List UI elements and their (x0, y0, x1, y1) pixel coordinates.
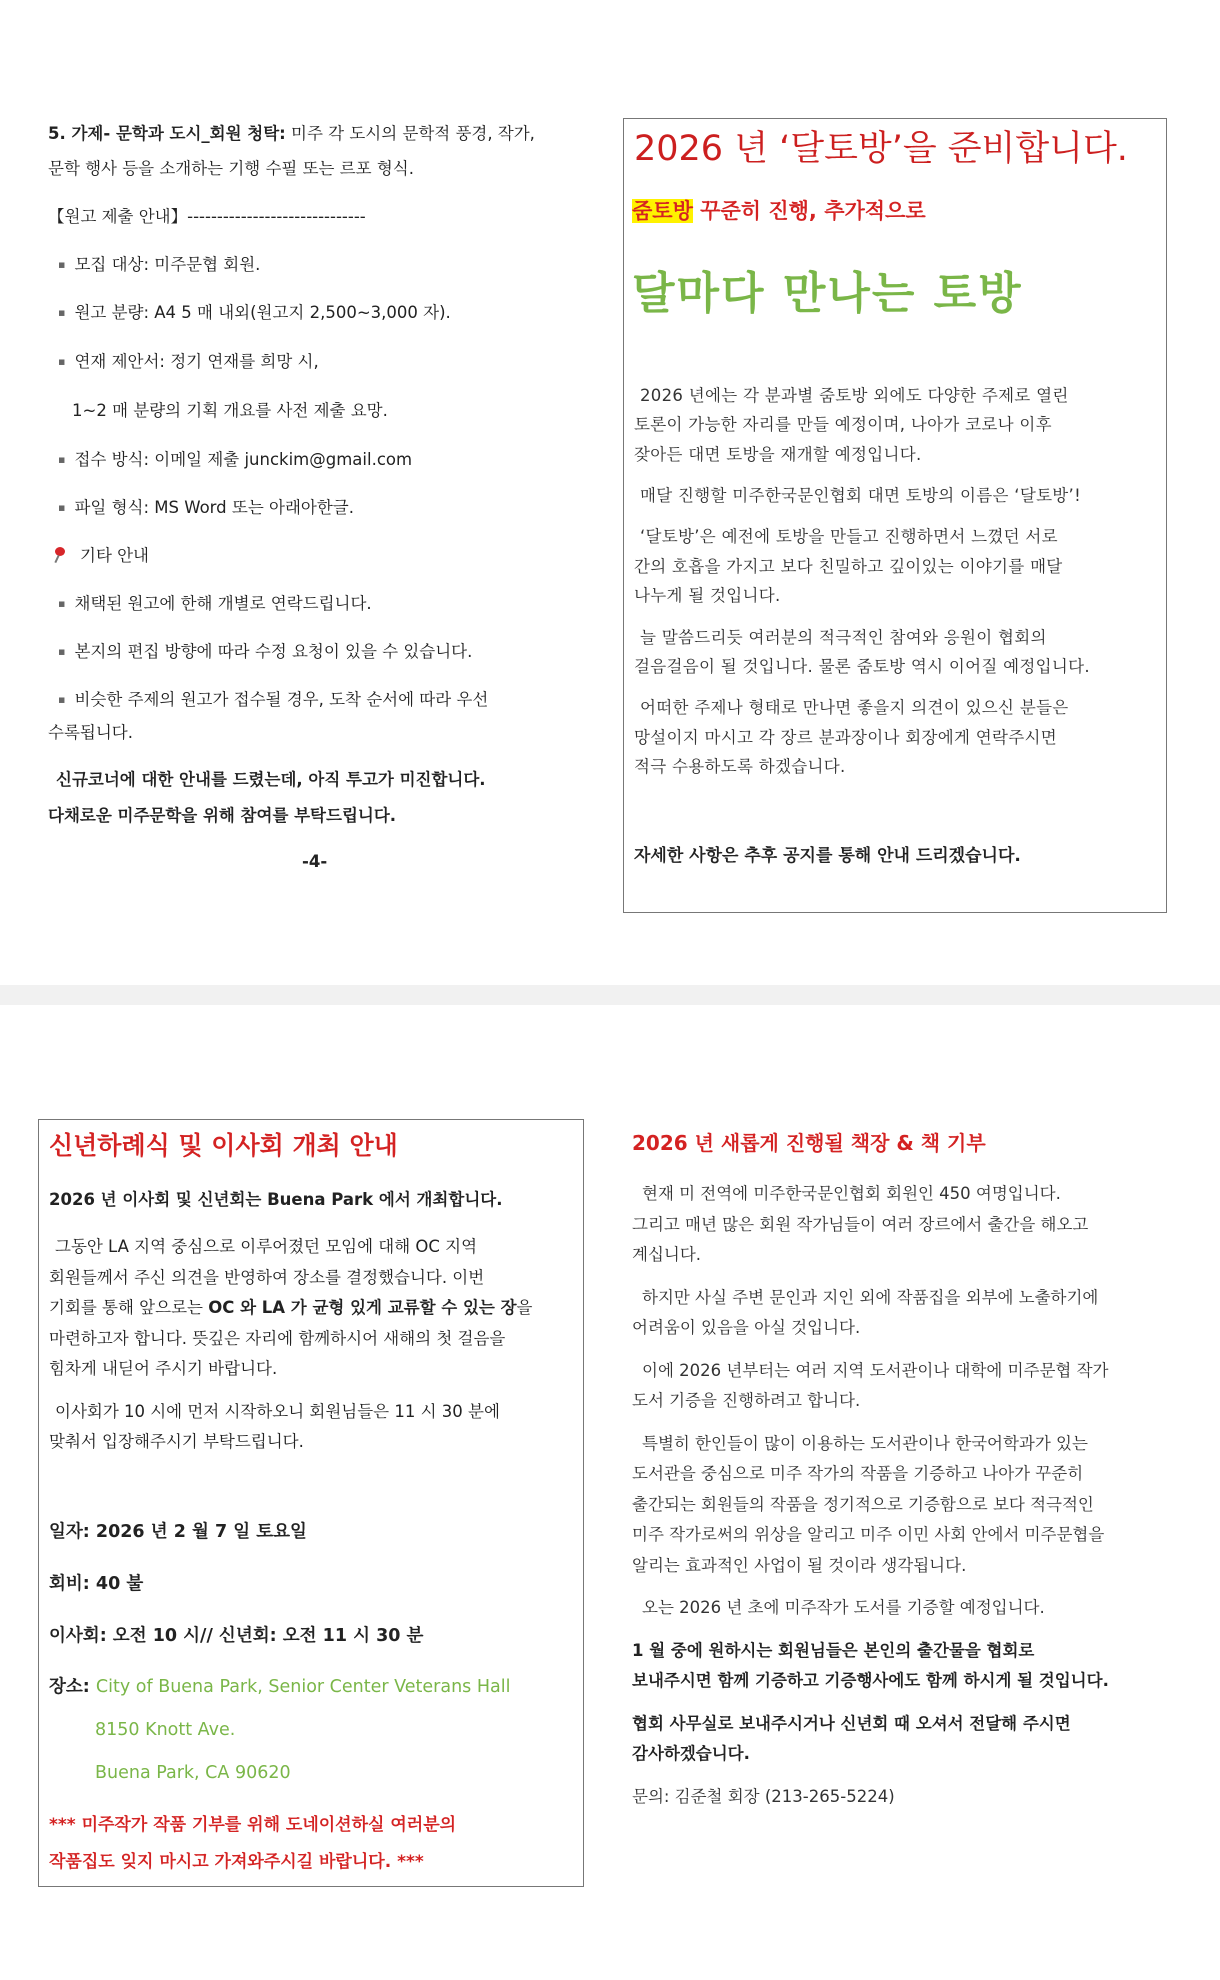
book-donation-body (632, 1179, 1192, 1812)
new-year-event-box (38, 1119, 584, 1887)
section-5-desc-2: 문학 행사 등을 소개하는 기행 수필 또는 르포 형식. (48, 159, 414, 178)
body-line: 2026 년에는 각 분과별 줌토방 외에도 다양한 주제로 열린 (640, 386, 1069, 405)
body-line: 이사회가 10 시에 먼저 시작하오니 회원님들은 11 시 30 분에 (55, 1401, 500, 1421)
event-date: 일자: 2026 년 2 월 7 일 토요일 (49, 1522, 307, 1542)
body-line: 보내주시면 함께 기증하고 기증행사에도 함께 하시게 될 것입니다. (632, 1671, 1109, 1691)
body-line: 그리고 매년 많은 회원 작가님들이 여러 장르에서 출간을 해오고 (632, 1214, 1089, 1234)
daltobang-box (623, 118, 1167, 913)
list-item: ▪ 채택된 원고에 한해 개별로 연락드립니다. (58, 590, 372, 618)
body-line: 오는 2026 년 초에 미주작가 도서를 기증할 예정입니다. (642, 1598, 1045, 1618)
donation-notice-2: 작품집도 잊지 마시고 가져와주시길 바랍니다. *** (49, 1852, 424, 1872)
body-line: 현재 미 전역에 미주한국문인협회 회원인 450 여명입니다. (642, 1184, 1061, 1203)
event-subtitle: 2026 년 이사회 및 신년회는 Buena Park 에서 개최합니다. (49, 1190, 503, 1209)
contact-line: 문의: 김준철 회장 (213-265-5224) (632, 1786, 895, 1806)
body-line: 알리는 효과적인 사업이 될 것이라 생각됩니다. (632, 1555, 967, 1575)
closing-line-2: 다채로운 미주문학을 위해 참여를 부탁드립니다. (48, 806, 397, 825)
body-line-c: 을 (516, 1298, 533, 1318)
body-line: 감사하겠습니다. (632, 1744, 750, 1764)
place-label: 장소: (49, 1677, 96, 1697)
body-line: 마련하고자 합니다. 뜻깊은 자리에 함께하시어 새해의 첫 걸음을 (49, 1328, 506, 1348)
etc-header (52, 542, 149, 570)
body-line-emphasis: OC 와 LA 가 균형 있게 교류할 수 있는 장 (208, 1298, 517, 1318)
body-line: 특별히 한인들이 많이 이용하는 도서관이나 한국어학과가 있는 (642, 1433, 1088, 1453)
body-line: 늘 말씀드리듯 여러분의 적극적인 참여와 응원이 협회의 (640, 627, 1047, 647)
address-line-2: Buena Park, CA 90620 (95, 1763, 291, 1783)
body-line: 회원들께서 주신 의견을 반영하여 장소를 결정했습니다. 이번 (49, 1267, 485, 1287)
closing-line-1: 신규코너에 대한 안내를 드렸는데, 아직 투고가 미진합니다. (56, 770, 486, 789)
list-item: ▪ 연재 제안서: 정기 연재를 희망 시, (58, 348, 319, 376)
section-5-desc: 미주 각 도시의 문학적 풍경, 작가, (285, 124, 535, 143)
daltobang-body (634, 381, 1160, 781)
event-body (49, 1232, 579, 1458)
page-number: -4- (302, 852, 328, 871)
list-item-continuation: 1~2 매 분량의 기획 개요를 사전 제출 요망. (72, 401, 388, 420)
body-line: 어려움이 있음을 아실 것입니다. (632, 1318, 861, 1338)
body-line: 이에 2026 년부터는 여러 지역 도서관이나 대학에 미주문협 작가 (642, 1360, 1109, 1380)
list-item: ▪ 모집 대상: 미주문협 회원. (58, 251, 260, 279)
list-item: ▪ 접수 방식: 이메일 제출 junckim@gmail.com (58, 446, 412, 474)
body-line: 망설이지 마시고 각 장르 분과장이나 회장에게 연락주시면 (634, 727, 1058, 747)
body-line: 토론이 가능한 자리를 만들 예정이며, 나아가 코로나 이후 (634, 415, 1052, 435)
address-line-1: 8150 Knott Ave. (95, 1720, 236, 1740)
body-line: 맞춰서 입장해주시기 부탁드립니다. (49, 1432, 304, 1452)
body-line: 적극 수용하도록 하겠습니다. (634, 756, 846, 776)
body-line: 협회 사무실로 보내주시거나 신년회 때 오셔서 전달해 주시면 (632, 1713, 1071, 1733)
event-place (49, 1673, 510, 1698)
body-line (49, 1293, 579, 1324)
body-line: 걸음걸음이 될 것입니다. 물론 줌토방 역시 이어질 예정입니다. (634, 656, 1090, 676)
etc-header-label: 기타 안내 (80, 546, 150, 565)
list-item: ▪ 본지의 편집 방향에 따라 수정 요청이 있을 수 있습니다. (58, 638, 472, 666)
list-item: ▪ 파일 형식: MS Word 또는 아래아한글. (58, 494, 354, 522)
body-line: 나누게 될 것입니다. (634, 586, 781, 606)
event-time: 이사회: 오전 10 시// 신년회: 오전 11 시 30 분 (49, 1626, 424, 1646)
body-line: 미주 작가로써의 위상을 알리고 미주 이민 사회 안에서 미주문협을 (632, 1525, 1105, 1545)
section-5-heading (48, 120, 588, 148)
body-line: 도서관을 중심으로 미주 작가의 작품을 기증하고 나아가 꾸준히 (632, 1464, 1084, 1484)
body-line: 매달 진행할 미주한국문인협회 대면 토방의 이름은 ‘달토방’! (640, 486, 1082, 506)
daltobang-subtitle (632, 195, 926, 225)
book-donation-title: 2026 년 새롭게 진행될 책장 & 책 기부 (632, 1131, 986, 1155)
daltobang-subtitle-rest: 꾸준히 진행, 추가적으로 (692, 199, 926, 223)
body-line: 도서 기증을 진행하려고 합니다. (632, 1391, 861, 1411)
place-name: City of Buena Park, Senior Center Veterans Hall (95, 1677, 511, 1697)
event-fee: 회비: 40 불 (49, 1574, 144, 1594)
body-line: 그동안 LA 지역 중심으로 이루어졌던 모임에 대해 OC 지역 (55, 1237, 478, 1256)
daltobang-closing: 자세한 사항은 추후 공지를 통해 안내 드리겠습니다. (634, 846, 1021, 866)
document-page-5 (0, 1005, 1220, 1980)
list-item: ▪ 비슷한 주제의 원고가 접수될 경우, 도착 순서에 따라 우선 (58, 686, 488, 714)
zoomtobang-highlight: 줌토방 (632, 199, 693, 223)
body-line: 간의 호흡을 가지고 보다 친밀하고 깊이있는 이야기를 매달 (634, 556, 1063, 576)
donation-notice-1: *** 미주작가 작품 기부를 위해 도네이션하실 여러분의 (49, 1815, 457, 1835)
body-line: 계십니다. (632, 1245, 702, 1265)
list-item: ▪ 원고 분량: A4 5 매 내외(원고지 2,500~3,000 자). (58, 299, 451, 327)
daltobang-title: 2026 년 ‘달토방’을 준비합니다. (634, 129, 1128, 169)
list-item-continuation: 수록됩니다. (48, 723, 133, 742)
body-line: 출간되는 회원들의 작품을 정기적으로 기증함으로 보다 적극적인 (632, 1494, 1094, 1514)
event-title: 신년하례식 및 이사회 개최 안내 (49, 1131, 398, 1160)
body-line: 힘차게 내딛어 주시기 바랍니다. (49, 1359, 278, 1379)
body-line: 하지만 사실 주변 문인과 지인 외에 작품집을 외부에 노출하기에 (642, 1287, 1099, 1307)
section-5-title: 5. 가제- 문학과 도시_회원 청탁: (48, 124, 286, 143)
daltobang-big-heading: 달마다 만나는 토방 (632, 268, 1023, 319)
pushpin-icon (52, 547, 68, 563)
body-line: 잦아든 대면 토방을 재개할 예정입니다. (634, 444, 922, 464)
body-line: 1 월 중에 원하시는 회원님들은 본인의 출간물을 협회로 (632, 1640, 1035, 1660)
body-line-a: 기회를 통해 앞으로는 (49, 1298, 209, 1318)
body-line: ‘달토방’은 예전에 토방을 만들고 진행하면서 느꼈던 서로 (640, 527, 1058, 547)
submission-header: 【원고 제출 안내】------------------------------ (48, 207, 366, 226)
body-line: 어떠한 주제나 형태로 만나면 좋을지 의견이 있으신 분들은 (640, 698, 1069, 718)
document-page-4 (0, 0, 1220, 985)
